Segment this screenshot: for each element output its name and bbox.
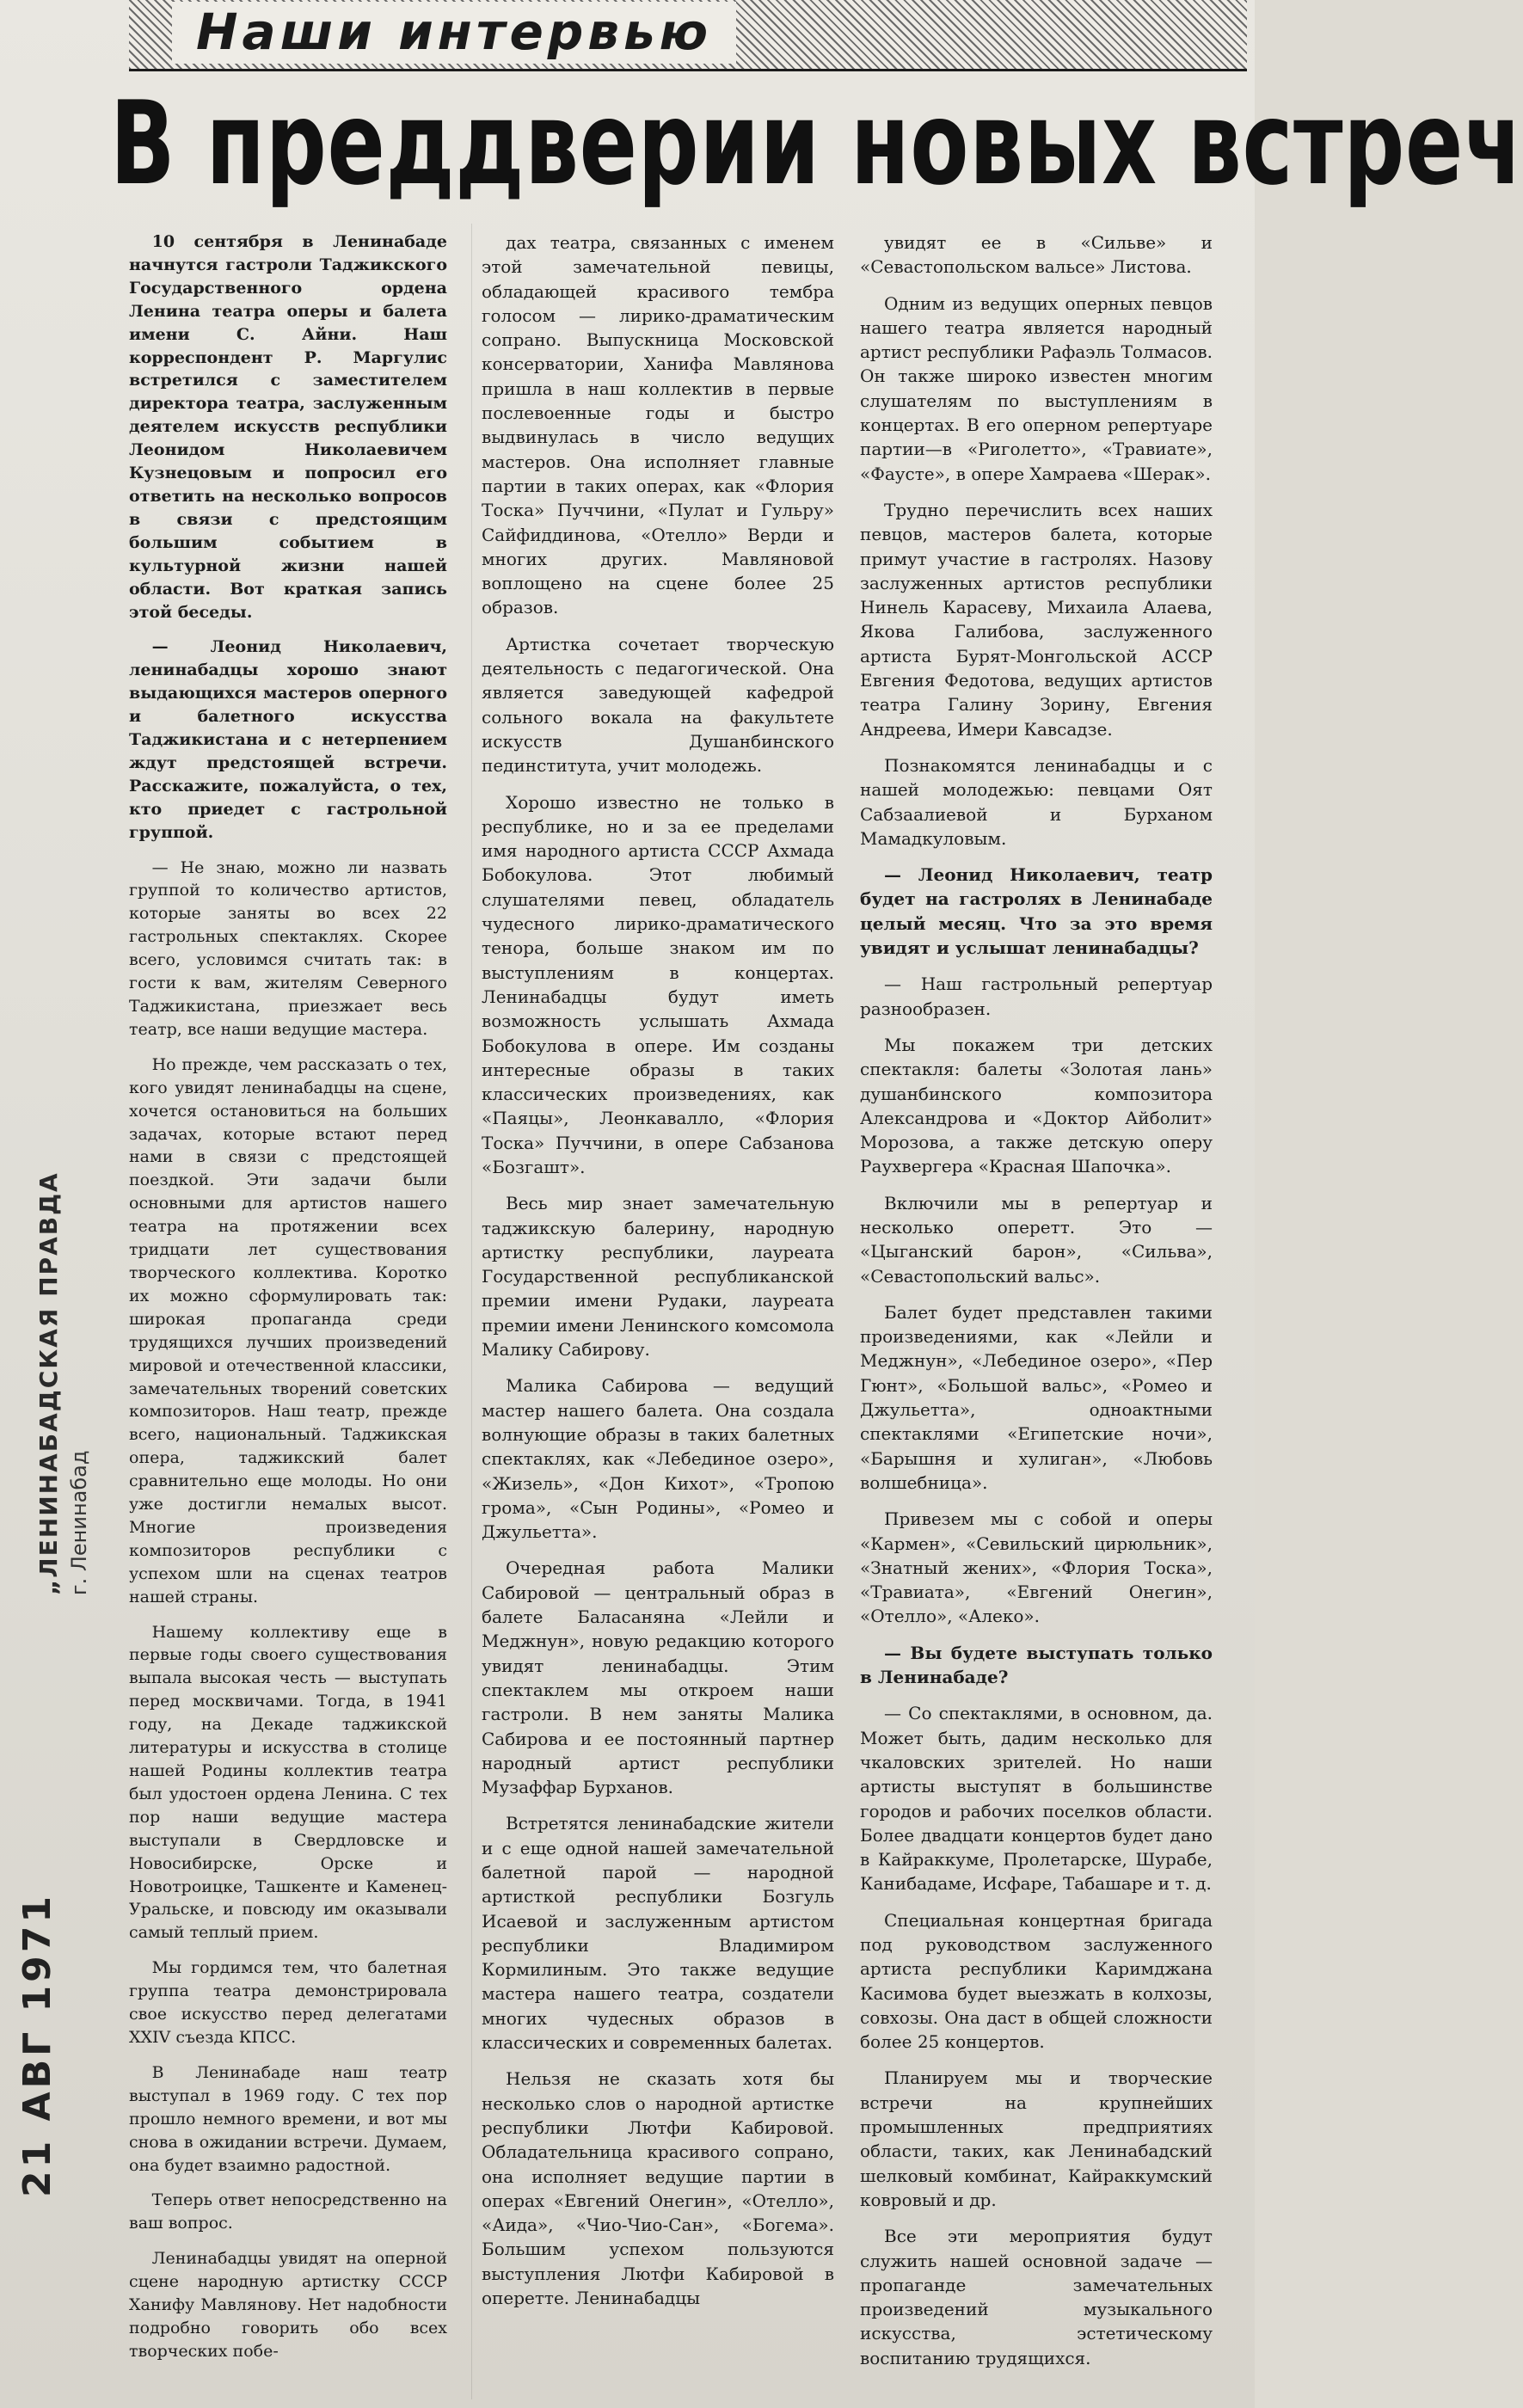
archive-stamp-city: г. Ленинабад [67, 1450, 91, 1595]
archive-stamp-newspaper: „ЛЕНИНАБАДСКАЯ ПРАВДА [34, 1171, 63, 1595]
col3-paragraph: Трудно перечислить всех наших певцов, мастеров балета, которые примут участие в гастролях. Назову заслуженных артистов республики Нинель Карасеву, Михаила Алаева, Якова Галибова, заслуженного артиста Бурят-Монгольской АССР Евгения Федотова, ведущих артистов театра Галину Зорину, Евгения Андреева, Имери Кавсадзе. [860, 499, 1213, 740]
article-column-3 [860, 230, 1213, 2382]
col3-paragraph: Специальная концертная бригада под руководством заслуженного артиста республики Каримджана Касимова будет выезжать в колхозы, совхозы. Она даст в общей сложности более 25 концертов. [860, 1909, 1213, 2053]
col2-paragraph: Хорошо известно не только в республике, но и за ее пределами имя народного артиста СССР Ахмада Бобокулова. Этот любимый слушателями певец, обладатель чудесного лирико-драматического тенора, больше знаком им по выступлениям в концертах. Ленинабадцы будут иметь возможность услышать Ахмада Бобокулова в опере. Им созданы интересные образы в таких классических произведениях, как «Паяцы», Леонкавалло, «Флория Тоска» Пуччини, в опере Сабзанова «Бозгашт». [482, 791, 834, 1177]
col3-paragraph: — Со спектаклями, в основном, да. Может быть, дадим несколько для чкаловских зрителей. Но наши артисты выступят в большинстве городов и рабочих поселков области. Более двадцати концертов будет дано в Кайраккуме, Пролетарске, Шурабе, Канибадаме, Исфаре, Табашаре и т. д. [860, 1703, 1213, 1895]
col1-paragraph: — Не знаю, можно ли назвать группой то количество артистов, которые заняты во всех 22 гастрольных спектаклях. Скорее всего, условимся считать так: в гости к вам, жителям Северного Таджикистана, приезжает весь театр, все наши ведущие мастера. [129, 857, 447, 1039]
col3-paragraph: Мы покажем три детских спектакля: балеты «Золотая лань» душанбинского композитора Александрова и «Доктор Айболит» Морозова, а также детскую оперу Раухвергера «Красная Шапочка». [860, 1034, 1213, 1177]
col3-paragraph: Планируем мы и творческие встречи на крупнейших промышленных предприятиях области, таких, как Ленинабадский шелковый комбинат, Кайраккумский ковровый и др. [860, 2067, 1213, 2210]
col3-paragraph: Привезем мы с собой и оперы «Кармен», «Севильский цирюльник», «Знатный жених», «Флория Тоска», «Травиата», «Евгений Онегин», «Отелло», «Алеко». [860, 1508, 1213, 1627]
col3-paragraph: — Леонид Николаевич, театр будет на гастролях в Ленинабаде целый месяц. Что за это время увидят и услышат ленинабадцы? [860, 864, 1213, 959]
col2-paragraph: Встретятся ленинабадские жители и с еще одной нашей замечательной балетной парой — народной артисткой республики Бозгуль Исаевой и заслуженным артистом республики Владимиром Кормилиным. Это также ведущие мастера нашего театра, создатели многих чудесных образов в классических и современных балетах. [482, 1813, 834, 2054]
archive-stamp-date: 21 АВГ 1971 [15, 1893, 59, 2197]
col2-paragraph: дах театра, связанных с именем этой замечательной певицы, обладающей красивого тембра голосом — лирико-драматическим сопрано. Выпускница Московской консерватории, Ханифа Мавлянова пришла в наш коллектив в первые послевоенные годы и быстро выдвинулась в число ведущих мастеров. Она исполняет главные партии в таких операх, как «Флория Тоска» Пуччини, «Пулат и Гульру» Сайфиддинова, «Отелло» Верди и многих других. Мавляновой воплощено на сцене более 25 образов. [482, 232, 834, 618]
col1-paragraph: В Ленинабаде наш театр выступал в 1969 году. С тех пор прошло немного времени, и вот мы снова в ожидании встречи. Думаем, она будет взаимно радостной. [129, 2062, 447, 2175]
col2-paragraph: Нельзя не сказать хотя бы несколько слов о народной артистке республики Лютфи Кабировой. Обладательница красивого сопрано, она исполняет ведущие партии в операх «Евгений Онегин», «Отелло», «Аида», «Чио-Чио-Сан», «Богема». Большим успехом пользуются выступления Лютфи Кабировой в оперетте. Ленинабадцы [482, 2068, 834, 2309]
article-column-1 [129, 230, 447, 2375]
col2-paragraph: Артистка сочетает творческую деятельность с педагогической. Она является заведующей кафедрой сольного вокала на факультете искусств Душанбинского пединститута, учит молодежь. [482, 633, 834, 777]
col3-paragraph: Познакомятся ленинабадцы и с нашей молодежью: певцами Оят Сабзаалиевой и Бурханом Мамадкуловым. [860, 754, 1213, 849]
col3-paragraph: — Вы будете выступать только в Ленинабаде? [860, 1642, 1213, 1688]
article-column-2 [482, 230, 834, 2322]
col2-paragraph: Весь мир знает замечательную таджикскую балерину, народную артистку республики, лауреата Государственной республиканской премии имени Рудаки, лауреата премии имени Ленинского комсомола Малику Сабирову. [482, 1193, 834, 1361]
col3-paragraph: Все эти мероприятия будут служить нашей основной задаче — пропаганде замечательных произведений музыкального искусства, эстетическому воспитанию трудящихся. [860, 2226, 1213, 2368]
col2-paragraph: Малика Сабирова — ведущий мастер нашего балета. Она создала волнующие образы в таких балетных спектаклях, как «Лебединое озеро», «Жизель», «Дон Кихот», «Тропою грома», «Сын Родины», «Ромео и Джульетта». [482, 1375, 834, 1543]
article-headline: В преддверии новых встреч [110, 77, 1523, 211]
col1-paragraph: Ленинабадцы увидят на оперной сцене народную артистку СССР Ханифу Мавлянову. Нет надобности подробно говорить обо всех творческих побе- [129, 2249, 447, 2361]
col3-paragraph: увидят ее в «Сильве» и «Севастопольском вальсе» Листова. [860, 232, 1213, 278]
col3-paragraph: — Наш гастрольный репертуар разнообразен. [860, 974, 1213, 1019]
col1-paragraph: — Леонид Николаевич, ленинабадцы хорошо знают выдающихся мастеров оперного и балетного искусства Таджикистана и с нетерпением ждут предстоящей встречи. Расскажите, пожалуйста, о тех, кто приедет с гастрольной группой. [129, 637, 447, 842]
col1-paragraph: 10 сентября в Ленинабаде начнутся гастроли Таджикского Государственного ордена Ленина театра оперы и балета имени С. Айни. Наш корреспондент Р. Маргулис встретился с заместителем директора театра, заслуженным деятелем искусств республики Леонидом Николаевичем Кузнецовым и попросил его ответить на несколько вопросов в связи с предстоящим большим событием в культурной жизни нашей области. Вот краткая запись этой беседы. [129, 232, 447, 622]
col3-paragraph: Одним из ведущих оперных певцов нашего театра является народный артист республики Рафаэль Толмасов. Он также широко известен многим слушателям по выступлениям в концертах. В его оперном репертуаре партии—в «Риголетто», «Травиате», «Фаусте», в опере Хамраева «Шерак». [860, 292, 1213, 484]
col2-paragraph: Очередная работа Малики Сабировой — центральный образ в балете Баласаняна «Лейли и Меджнун», новую редакцию которого увидят ленинабадцы. Этим спектаклем мы откроем наши гастроли. В нем заняты Малика Сабирова и ее постоянный партнер народный артист республики Музаффар Бурханов. [482, 1557, 834, 1798]
rubric-title: Наши интервью [172, 2, 736, 64]
col1-paragraph: Нашему коллективу еще в первые годы своего существования выпала высокая честь — выступать перед москвичами. Тогда, в 1941 году, на Декаде таджикской литературы и искусства в столице нашей Родины коллектив театра был удостоен ордена Ленина. С тех пор наши ведущие мастера выступали в Свердловске и Новосибирске, Орске и Новотроицке, Ташкенте и Каменец-Уральске, и повсюду им оказывали самый теплый прием. [129, 1622, 447, 1943]
column-divider [471, 224, 472, 2399]
col3-paragraph: Балет будет представлен такими произведениями, как «Лейли и Меджнун», «Лебединое озеро», «Пер Гюнт», «Большой вальс», «Ромео и Джульетта», одноактными спектаклями «Египетские ночи», «Барышня и хулиган», «Любовь волшебница». [860, 1301, 1213, 1493]
col3-paragraph: Включили мы в репертуар и несколько оперетт. Это — «Цыганский барон», «Сильва», «Севастопольский вальс». [860, 1192, 1213, 1287]
col1-paragraph: Мы гордимся тем, что балетная группа театра демонстрировала свое искусство перед делегатами XXIV съезда КПСС. [129, 1958, 447, 2047]
col1-paragraph: Теперь ответ непосредственно на ваш вопрос. [129, 2190, 447, 2233]
col1-paragraph: Но прежде, чем рассказать о тех, кого увидят ленинабадцы на сцене, хочется остановиться на больших задачах, которые встают перед нами в связи с предстоящей поездкой. Эти задачи были основными для артистов нашего театра на протяжении всех тридцати лет существования творческого коллектива. Коротко их можно сформулировать так: широкая пропаганда среди трудящихся лучших произведений мировой и отечественной классики, замечательных творений советских композиторов. Наш театр, прежде всего, национальный. Таджикская опера, таджикский балет сравнительно еще молоды. Но они уже достигли немалых высот. Многие произведения композиторов республики с успехом шли на сценах театров нашей страны. [129, 1054, 447, 1606]
